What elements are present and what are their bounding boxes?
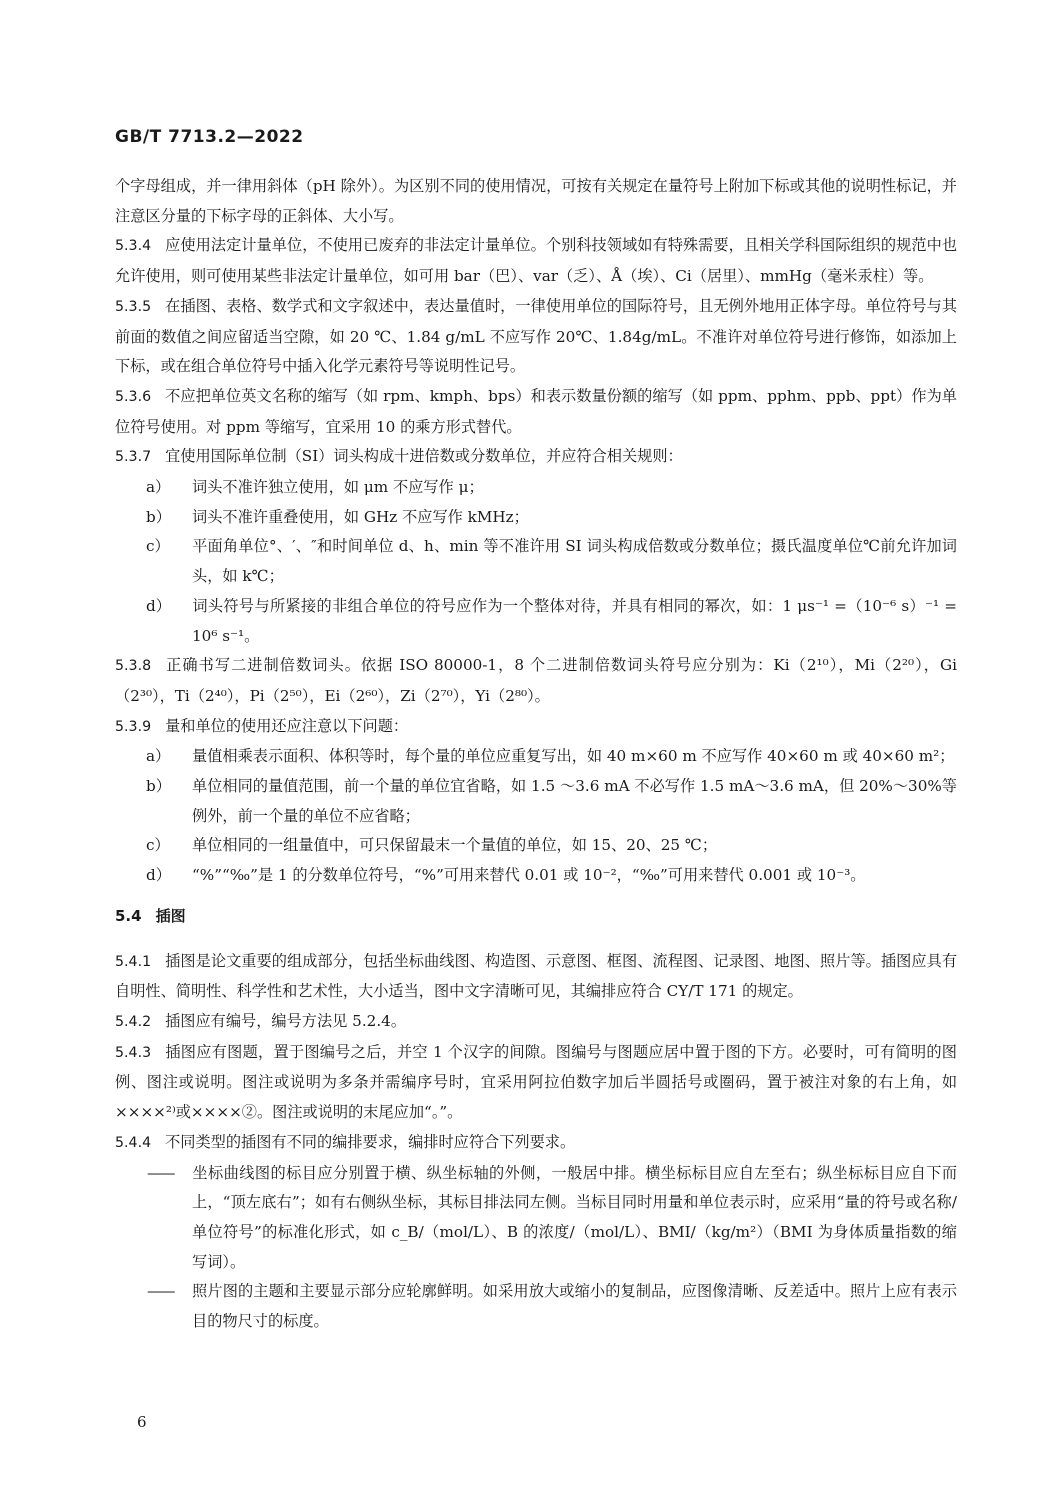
paragraph xyxy=(115,382,957,442)
list-marker: a） xyxy=(146,478,171,497)
document-id-header: GB/T 7713.2—2022 xyxy=(115,127,304,147)
clause-number: 5.3.4 xyxy=(115,238,152,255)
list-marker: b） xyxy=(146,777,171,796)
clause-number: 5.3.7 xyxy=(115,449,152,466)
list-marker: a） xyxy=(146,747,171,766)
clause-number: 5.3.8 xyxy=(115,658,152,675)
paragraph-text: 插图应有编号，编号方法见 5.2.4。 xyxy=(165,1011,407,1030)
paragraph-text: 应使用法定计量单位，不使用已废弃的非法定计量单位。个别科技领域如有特殊需要，且相关学科国际组织的规范中也允许使用，则可使用某些非法定计量单位，如可用 bar（巴）、var（乏）、Å（埃）、Ci（居里）、mmHg（毫米汞柱）等。 xyxy=(115,236,957,286)
list-item-text: 平面角单位°、′、″和时间单位 d、h、min 等不准许用 SI 词头构成倍数或分数单位；摄氏温度单位℃前允许加词头，如 k℃； xyxy=(192,537,957,586)
paragraph xyxy=(115,292,957,382)
paragraph xyxy=(115,1007,957,1038)
list-item xyxy=(115,592,957,651)
paragraph xyxy=(115,1128,957,1159)
list-item xyxy=(115,473,957,503)
list-item xyxy=(115,532,957,591)
dash-item-text: 照片图的主题和主要显示部分应轮廓鲜明。如采用放大或缩小的复制品，应图像清晰、反差适中。照片上应有表示目的物尺寸的标度。 xyxy=(192,1282,957,1331)
list-item-text: 词头不准许独立使用，如 μm 不应写作 μ； xyxy=(192,478,484,497)
list-marker: d） xyxy=(146,866,171,885)
list-item-text: “%”“‰”是 1 的分数单位符号，“%”可用来替代 0.01 或 10⁻²，“‰”可用来替代 0.001 或 10⁻³。 xyxy=(192,866,866,885)
clause-number: 5.4.1 xyxy=(115,953,152,970)
list-item xyxy=(115,503,957,533)
clause-number: 5.4.3 xyxy=(115,1044,152,1061)
clause-number: 5.3.9 xyxy=(115,718,152,735)
paragraph-text: 量和单位的使用还应注意以下问题： xyxy=(165,716,409,735)
paragraph-text: 不应把单位英文名称的缩写（如 rpm、kmph、bps）和表示数量份额的缩写（如 ppm、pphm、ppb、ppt）作为单位符号使用。对 ppm 等缩写，宜采用 10 的乘方形式替代。 xyxy=(115,386,957,436)
paragraph xyxy=(115,947,957,1007)
paragraph xyxy=(115,442,957,473)
paragraph-text: 正确书写二进制倍数词头。依据 ISO 80000-1，8 个二进制倍数词头符号应分别为：Ki（2¹⁰），Mi（2²⁰），Gi（2³⁰），Ti（2⁴⁰），Pi（2⁵⁰），Ei（2⁶⁰），Zi（2⁷⁰），Yi（2⁸⁰）。 xyxy=(115,656,957,705)
list-marker: b） xyxy=(146,507,171,526)
paragraph-text: 在插图、表格、数学式和文字叙述中，表达量值时，一律使用单位的国际符号，且无例外地用正体字母。单位符号与其前面的数值之间应留适当空隙，如 20 ℃、1.84 g/mL 不应写作 20℃、1.84g/mL。不准许对单位符号进行修饰，如添加上下标，或在组合单位符号中插入化学元素符号等说明性记号。 xyxy=(115,296,957,376)
page-number: 6 xyxy=(137,1413,147,1431)
dash-item-text: 坐标曲线图的标目应分别置于横、纵坐标轴的外侧，一般居中排。横坐标标目应自左至右；纵坐标标目应自下而上，“顶左底右”；如有右侧纵坐标，其标目排法同左侧。当标目同时用量和单位表示时，应采用“量的符号或名称/单位符号”的标准化形式，如 c_B/（mol/L）、B 的浓度/（mol/L）、BMI/（kg/m²）（BMI 为身体质量指数的缩写词）。 xyxy=(192,1163,957,1271)
list-item-text: 词头不准许重叠使用，如 GHz 不应写作 kMHz； xyxy=(192,507,529,526)
list-item xyxy=(115,861,957,891)
paragraph-text: 插图应有图题，置于图编号之后，并空 1 个汉字的间隙。图编号与图题应居中置于图的下方。必要时，可有简明的图例、图注或说明。图注或说明为多条并需编序号时，宜采用阿拉伯数字加后半圆括号或圈码，置于被注对象的右上角，如××××²⁾或××××②。图注或说明的末尾应加“。”。 xyxy=(115,1042,957,1122)
paragraph-text: 插图是论文重要的组成部分，包括坐标曲线图、构造图、示意图、框图、流程图、记录图、地图、照片等。插图应具有自明性、简明性、科学性和艺术性，大小适当，图中文字清晰可见，其编排应符合 CY/T 171 的规定。 xyxy=(115,951,957,1001)
paragraph xyxy=(115,712,957,743)
list-item xyxy=(115,831,957,861)
page-body xyxy=(115,172,957,1337)
dash-item xyxy=(115,1277,957,1336)
section-title: 插图 xyxy=(155,906,186,925)
list-item-text: 量值相乘表示面积、体积等时，每个量的单位应重复写出，如 40 m×60 m 不应写作 40×60 m 或 40×60 m²； xyxy=(192,747,955,766)
list-item xyxy=(115,772,957,831)
paragraph-text: 不同类型的插图有不同的编排要求，编排时应符合下列要求。 xyxy=(165,1132,576,1151)
dash-marker: —— xyxy=(147,1163,174,1182)
dash-item xyxy=(115,1159,957,1278)
paragraph xyxy=(115,172,957,231)
list-marker: c） xyxy=(146,537,170,556)
list-item xyxy=(115,742,957,772)
paragraph-text: 个字母组成，并一律用斜体（pH 除外）。为区别不同的使用情况，可按有关规定在量符号上附加下标或其他的说明性标记，并注意区分量的下标字母的正斜体、大小写。 xyxy=(115,177,957,225)
paragraph xyxy=(115,1038,957,1128)
paragraph xyxy=(115,231,957,291)
section-number: 5.4 xyxy=(115,906,142,925)
list-item-text: 单位相同的一组量值中，可只保留最末一个量值的单位，如 15、20、25 ℃； xyxy=(192,836,718,855)
clause-number: 5.4.4 xyxy=(115,1134,152,1151)
paragraph xyxy=(115,651,957,711)
clause-number: 5.3.5 xyxy=(115,298,152,315)
list-marker: c） xyxy=(146,836,170,855)
list-marker: d） xyxy=(146,596,171,615)
section-heading xyxy=(115,902,957,932)
dash-marker: —— xyxy=(147,1282,174,1301)
list-item-text: 单位相同的量值范围，前一个量的单位宜省略，如 1.5 ～3.6 mA 不必写作 1.5 mA～3.6 mA，但 20%～30%等例外，前一个量的单位不应省略； xyxy=(192,777,957,825)
clause-number: 5.3.6 xyxy=(115,388,152,405)
list-item-text: 词头符号与所紧接的非组合单位的符号应作为一个整体对待，并具有相同的幂次，如：1 μs⁻¹ =（10⁻⁶ s）⁻¹ = 10⁶ s⁻¹。 xyxy=(192,596,957,645)
clause-number: 5.4.2 xyxy=(115,1013,152,1030)
paragraph-text: 宜使用国际单位制（SI）词头构成十进倍数或分数单位，并应符合相关规则： xyxy=(165,447,683,466)
